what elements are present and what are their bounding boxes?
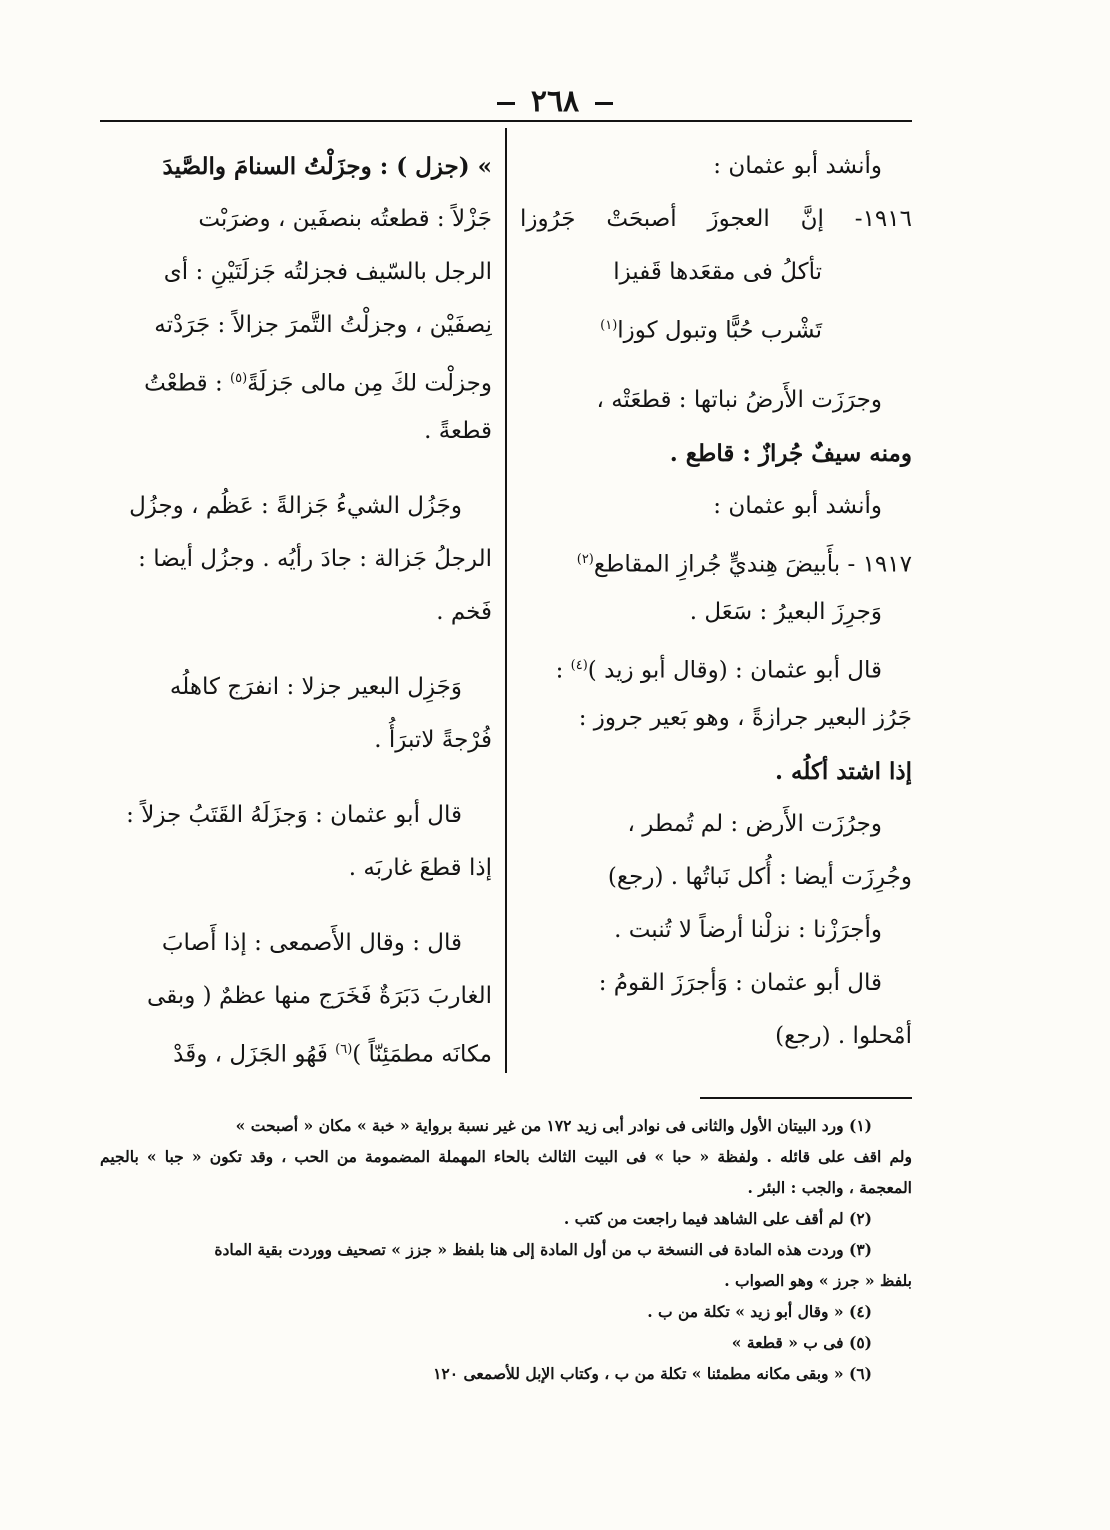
line-text: وجُرِزَت أيضا : أُكل نَباتُها . (رجع)	[607, 864, 912, 890]
line-text: وأنشد أبو عثمان :	[713, 493, 882, 519]
footnote-line: (٣) وردت هذه المادة فى النسخة ب من أول المادة إلى هنا بلفظ « جزز » تصحيف ووردت بقية المادة	[214, 1240, 872, 1259]
line-text: » (جزل ) : وجزَلْتُ السنامَ والصَّيدَ	[162, 153, 492, 180]
text-line	[520, 480, 912, 533]
poem-verse	[520, 533, 912, 586]
text-line	[520, 140, 912, 193]
left-column	[100, 140, 492, 1076]
header-dash-left	[497, 102, 515, 105]
footnote-ref: (٢)	[576, 552, 594, 567]
text-line	[100, 842, 492, 895]
page-header	[0, 84, 1110, 119]
line-text: الغاربَ دَبَرَةٌ فَخَرَج منها عظمٌ ( وبقى	[147, 983, 492, 1009]
line-text: فَهُو الجَزَل ، وقَدْ	[173, 1041, 328, 1068]
line-text: فُرْجةً لاتبرَأُ .	[374, 727, 492, 753]
text-line	[520, 692, 912, 745]
text-line	[520, 851, 912, 904]
text-line	[520, 904, 912, 957]
text-line	[100, 970, 492, 1023]
text-line	[100, 789, 492, 842]
text-line	[100, 246, 492, 299]
footnote-line: (٦) « وبقى مكانه مطمئنا » تكلة من ب ، وكتاب الإبل للأصمعى ١٢٠	[433, 1364, 872, 1383]
line-text: وأنشد أبو عثمان :	[713, 153, 882, 179]
line-text: جَرُز البعير جرازةً ، وهو بَعير جروز :	[578, 705, 912, 731]
line-text: أمْحلوا . (رجع)	[775, 1023, 912, 1049]
text-line	[100, 586, 492, 639]
line-text: قال أبو عثمان : (وقال أبو زيد )	[587, 657, 882, 684]
footnote-line: (١) ورد البيتان الأول والثانى فى نوادر أبى زيد ١٧٢ من غير نسبة برواية « خبة » مكان « أصبحت »	[235, 1116, 872, 1135]
text-line	[520, 586, 912, 639]
line-text: : قطعْتُ	[144, 370, 223, 397]
footnote-line: ولم اقف على قائله . ولفظة « حبا » فى البيت الثالث بالحاء المهملة المضمومة من الحب ، وقد تكون « جبا » بالجيم	[100, 1147, 912, 1166]
footnote-rule	[700, 1097, 912, 1099]
footnote-ref: (١)	[600, 318, 618, 333]
line-text: قطعةً .	[424, 418, 492, 444]
line-text: ١٩١٧ - بأَبيضَ هِنديٍّ جُرازِ المقاطع	[593, 551, 912, 578]
footnote-ref: (٦)	[335, 1042, 353, 1057]
text-line	[100, 661, 492, 714]
line-text: الرجل بالسّيف فجزلتُه جَزلَتَيْنِ : أى	[163, 259, 492, 285]
line-text: تَشْرب حُبًّا وتبول كوزا	[617, 317, 822, 344]
column-divider	[505, 128, 507, 1073]
text-line	[100, 1023, 492, 1076]
text-line	[100, 352, 492, 405]
line-text: وجرَزَت الأَرضُ نباتها : قطعَتْه ،	[596, 387, 882, 413]
line-text: مكانَه مطمَئِنّاً )	[352, 1041, 492, 1068]
line-text: قال : وقال الأَصمعى : إذا أَصابَ	[161, 930, 462, 956]
line-text: وأجرَزْنا : نزلْنا أرضاً لا تُنبت .	[614, 917, 882, 943]
text-line	[520, 1010, 912, 1063]
line-text: نِصفَيْن ، وجزلْتُ التَّمرَ جزالاً : جَرَدْته	[154, 312, 492, 338]
right-column	[520, 140, 912, 1063]
footnote-ref: (٤)	[570, 658, 588, 673]
footnote-line: بلفظ « جرز » وهو الصواب .	[724, 1271, 912, 1290]
line-text: جَزْلاً : قطعتُه بنصفَين ، وضرَبْت	[198, 206, 492, 232]
poem-verse	[520, 246, 912, 299]
text-line	[100, 917, 492, 970]
text-line	[100, 193, 492, 246]
entry-heading	[100, 140, 492, 193]
line-text: وجَزُل الشيءُ جَزالةً : عَظُم ، وجزُل	[129, 493, 462, 519]
line-text: قال أبو عثمان : وَجزَلَهُ القَتَبُ جزلاً :	[126, 802, 462, 828]
line-text: تأكلُ فى مقعَدها قَفيزا	[613, 259, 822, 285]
text-line	[100, 714, 492, 767]
line-text: ومنه سيفٌ جُرازٌ : قاطع .	[669, 440, 912, 467]
line-text: فَخم .	[436, 599, 492, 625]
line-text: وجزلْت لكَ مِن مالى جَزلَةً	[247, 370, 492, 397]
line-text: وجرُزَت الأَرض : لم تُمطر ،	[627, 811, 882, 837]
footnote-line: (٢) لم أقف على الشاهد فيما راجعت من كتب .	[563, 1209, 872, 1228]
line-text: قال أبو عثمان : وَأجرَزَ القومُ :	[598, 970, 882, 996]
text-line	[520, 957, 912, 1010]
line-text: وَجَزِل البعير جزلا : انفرَج كاهلُه	[169, 674, 462, 700]
footnote-ref: (٥)	[230, 371, 248, 386]
text-line	[520, 798, 912, 851]
text-line: قال أبو عثمان : (وقال أبو زيد )$^{(٤)}$ :	[555, 657, 882, 684]
footnote-line: (٥) فى ب « قطعة »	[731, 1333, 872, 1352]
text-line	[100, 405, 492, 458]
footnote-line: (٤) « وقال أبو زيد » تكلة من ب .	[647, 1302, 872, 1321]
text-line	[100, 480, 492, 533]
text-line	[520, 427, 912, 480]
line-text: إذا اشتد أكلُه .	[774, 758, 912, 785]
line-text: ١٩١٦- إنَّ العجوزَ أصبحَتْ جَرُوزا	[520, 206, 912, 232]
text-line	[520, 745, 912, 798]
line-text: الرجلُ جَزالة : جادَ رأيُه . وجزُل أيضا :	[138, 546, 492, 572]
text-line	[100, 533, 492, 586]
line-text: وَجرِزَ البعيرُ : سَعَل .	[689, 599, 882, 625]
line-text: إذا قطعَ غاربَه .	[348, 855, 492, 881]
poem-verse	[520, 299, 912, 352]
page-number: ٢٦٨	[530, 84, 580, 119]
header-dash-right	[595, 102, 613, 105]
text-line	[520, 374, 912, 427]
header-rule	[100, 120, 912, 122]
text-line	[100, 299, 492, 352]
footnote-line: المعجمة ، والجب : البئر .	[747, 1178, 912, 1197]
footnotes	[100, 1110, 912, 1389]
poem-verse	[520, 193, 912, 246]
